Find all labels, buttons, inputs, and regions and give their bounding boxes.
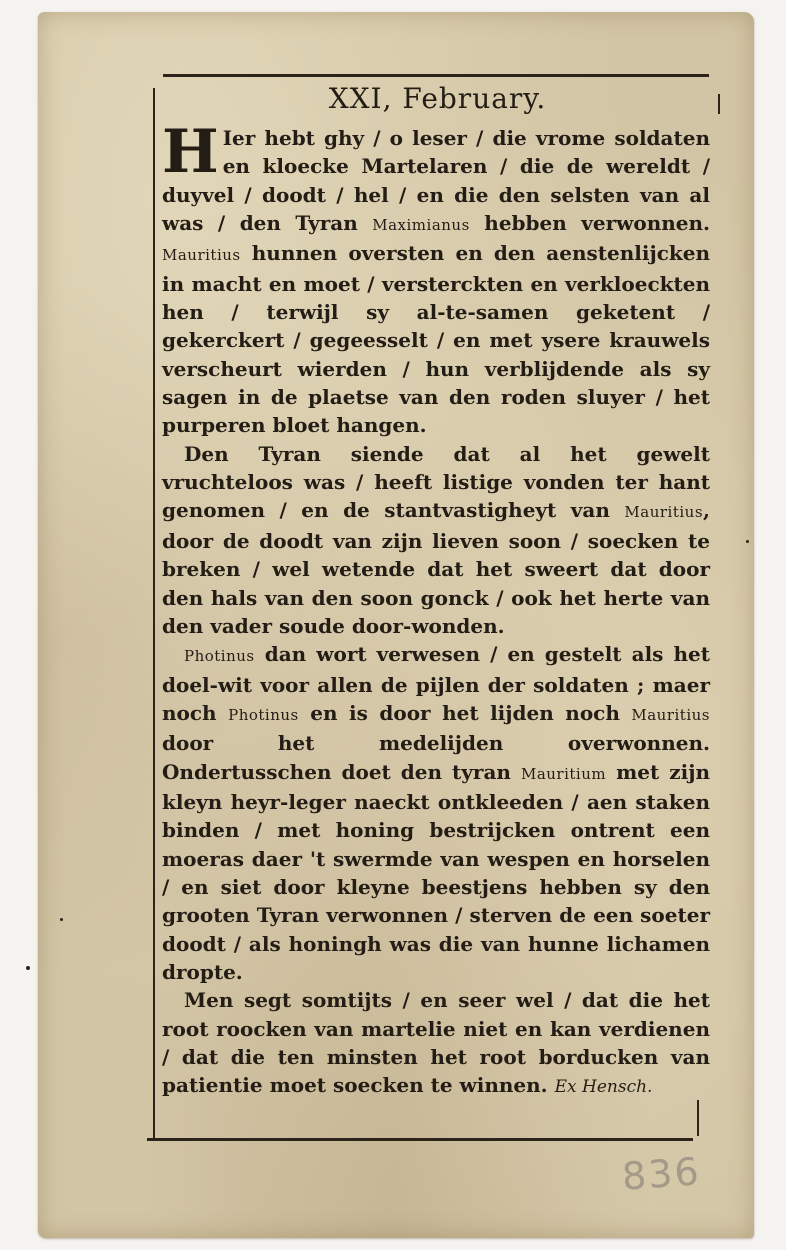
paragraph-3-text: dan wort verwesen / en gestelt als het doel-wit voor allen de pijlen der soldaten ; maer noch	[162, 642, 710, 725]
name-mauritius: Mauritius	[624, 503, 704, 522]
name-mauritius: Mauritius	[162, 246, 241, 265]
left-border-rule	[153, 88, 155, 1140]
paragraph-2-text-2: , door de doodt van zijn lieven soon / soecken te breken / wel wetende dat het sweert dat door den hals van den soon gonck / ook het herte van den vader soude door-wonden.	[162, 498, 710, 638]
name-mauritius: Mauritius	[631, 705, 710, 724]
name-maximianus: Maximianus	[372, 216, 470, 235]
page-heading: XXI, February.	[328, 82, 547, 115]
paragraph-2	[162, 440, 710, 640]
ink-speck	[26, 966, 30, 970]
ink-speck	[746, 540, 749, 543]
paragraph-1-text-2: hebben verwonnen.	[469, 211, 710, 236]
top-border-rule	[163, 74, 709, 77]
paragraph-3-text-4: met zijn kleyn heyr-leger naeckt ontkleeden / aen staken binden / met honing bestrijcken ontrent een moeras daer 't swermde van wespen en horselen / en siet door kleyne beestjens hebben sy den grooten Tyran verwonnen / sterven de een soeter doodt / als honingh was die van hunne lichamen dropte.	[162, 759, 710, 984]
bottom-border-rule	[147, 1138, 693, 1141]
name-photinus: Photinus	[184, 647, 255, 666]
paragraph-1-text: Ier hebt ghy / o leser / die vrome soldaten en kloecke Martelaren / die de wereldt / duyvel / doodt / hel / en die den selsten van al was / den Tyran	[162, 126, 710, 236]
paragraph-2-text: Den Tyran siende dat al het gewelt vruchteloos was / heeft listige vonden ter hant genomen / en de stantvastigheyt van	[162, 441, 710, 523]
paragraph-3-text-2: en is door het lijden noch	[298, 700, 632, 725]
paragraph-4-text: Men segt somtijts / en seer wel / dat die het root roocken van martelie niet en kan verdienen / dat die ten minsten het root borducken van patientie moet soecken te winnen.	[162, 988, 710, 1098]
paragraph-1	[162, 117, 710, 440]
ink-speck	[60, 918, 63, 921]
paragraph-3	[162, 640, 710, 986]
name-mauritium: Mauritium	[520, 764, 607, 783]
pencil-catalog-number: 836	[620, 1149, 702, 1199]
source-citation: Ex Hensch.	[554, 1077, 653, 1098]
name-photinus: Photinus	[228, 705, 299, 724]
body-text	[162, 117, 710, 1102]
paragraph-1-text-3: hunnen oversten en den aenstenlijcken in macht en moet / versterckten en verkloeckten hen / terwijl sy al-te-samen geketent / gekerckert / gegeesselt / en met ysere krauwels verscheurt wierden / hun verblijdende als sy sagen in de plaetse van den roden sluyer / het purperen bloet hangen.	[162, 241, 710, 438]
right-lower-border-rule	[697, 1100, 699, 1136]
paragraph-3-text-3: door het medelijden overwonnen. Ondertusschen doet den tyran	[162, 731, 710, 784]
paragraph-4	[162, 986, 710, 1101]
right-border-rule	[718, 94, 720, 114]
drop-capital: H	[162, 117, 219, 187]
